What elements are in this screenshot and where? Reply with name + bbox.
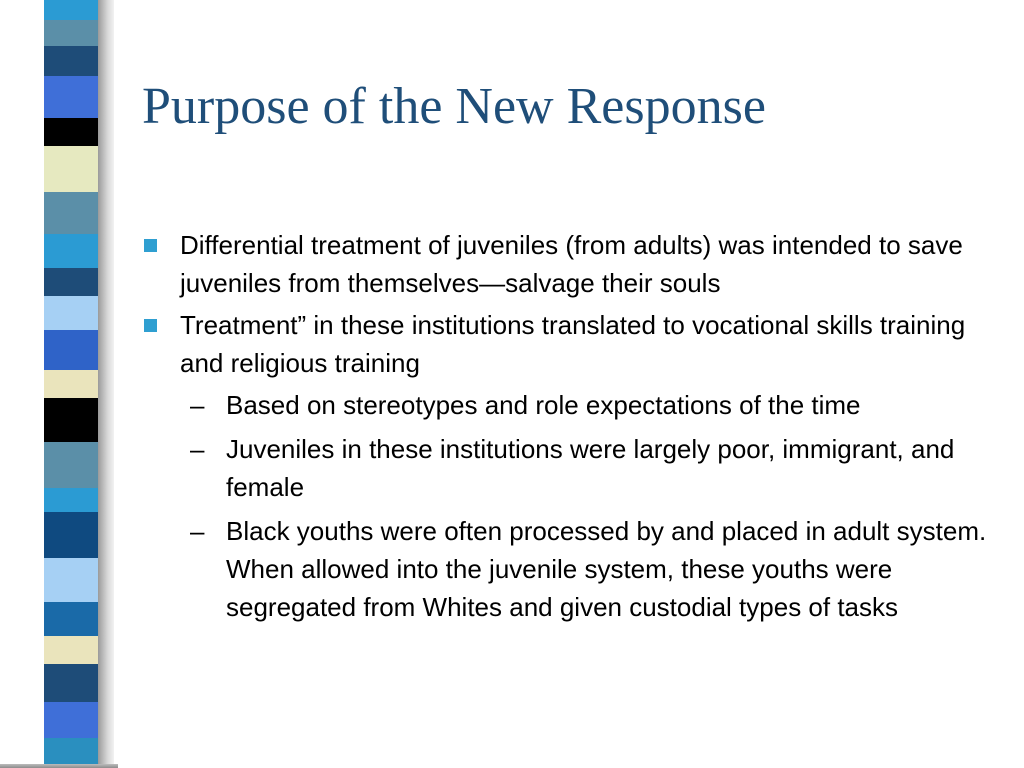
decorative-stripe xyxy=(44,0,98,768)
sub-bullet-text: Juveniles in these institutions were largely poor, immigrant, and female xyxy=(226,434,955,502)
stripe-segment xyxy=(44,20,98,46)
bottom-rule xyxy=(0,764,118,768)
stripe-segment xyxy=(44,370,98,398)
sub-bullet-list xyxy=(180,386,1004,626)
stripe-segment xyxy=(44,330,98,370)
stripe-segment xyxy=(44,46,98,76)
stripe-segment xyxy=(44,702,98,738)
sub-bullet-item xyxy=(180,386,1004,424)
slide-title: Purpose of the New Response xyxy=(142,78,766,135)
stripe-segment xyxy=(44,76,98,118)
stripe-segment xyxy=(44,192,98,234)
stripe-segment xyxy=(44,268,98,296)
stripe-segment xyxy=(44,146,98,192)
dash-bullet-icon: – xyxy=(190,434,205,464)
bullet-list xyxy=(142,226,1004,632)
stripe-segment xyxy=(44,488,98,512)
stripe-segment xyxy=(44,296,98,330)
stripe-segment xyxy=(44,442,98,488)
bullet-item xyxy=(142,226,1004,302)
sub-bullet-text: Based on stereotypes and role expectations of the time xyxy=(226,390,861,420)
stripe-segment xyxy=(44,558,98,602)
stripe-segment xyxy=(44,234,98,268)
bullet-text: Treatment” in these institutions translated to vocational skills training and religious training xyxy=(180,310,966,378)
stripe-segment xyxy=(44,636,98,664)
square-bullet-icon xyxy=(144,319,157,332)
stripe-segment xyxy=(44,664,98,702)
stripe-segment xyxy=(44,398,98,442)
sub-bullet-item xyxy=(180,430,1004,506)
sub-bullet-text: Black youths were often processed by and placed in adult system. When allowed into the juvenile system, these youths were segregated from Whites and given custodial types of tasks xyxy=(226,516,987,622)
bullet-text: Differential treatment of juveniles (from adults) was intended to save juveniles from themselves—salvage their souls xyxy=(180,230,963,298)
stripe-segment xyxy=(44,118,98,146)
bullet-item xyxy=(142,306,1004,626)
stripe-segment xyxy=(44,602,98,636)
stripe-segment xyxy=(44,0,98,20)
sub-bullet-item xyxy=(180,512,1004,626)
dash-bullet-icon: – xyxy=(190,390,205,420)
stripe-shadow xyxy=(98,0,114,768)
square-bullet-icon xyxy=(144,239,157,252)
stripe-segment xyxy=(44,512,98,558)
dash-bullet-icon: – xyxy=(190,516,205,546)
